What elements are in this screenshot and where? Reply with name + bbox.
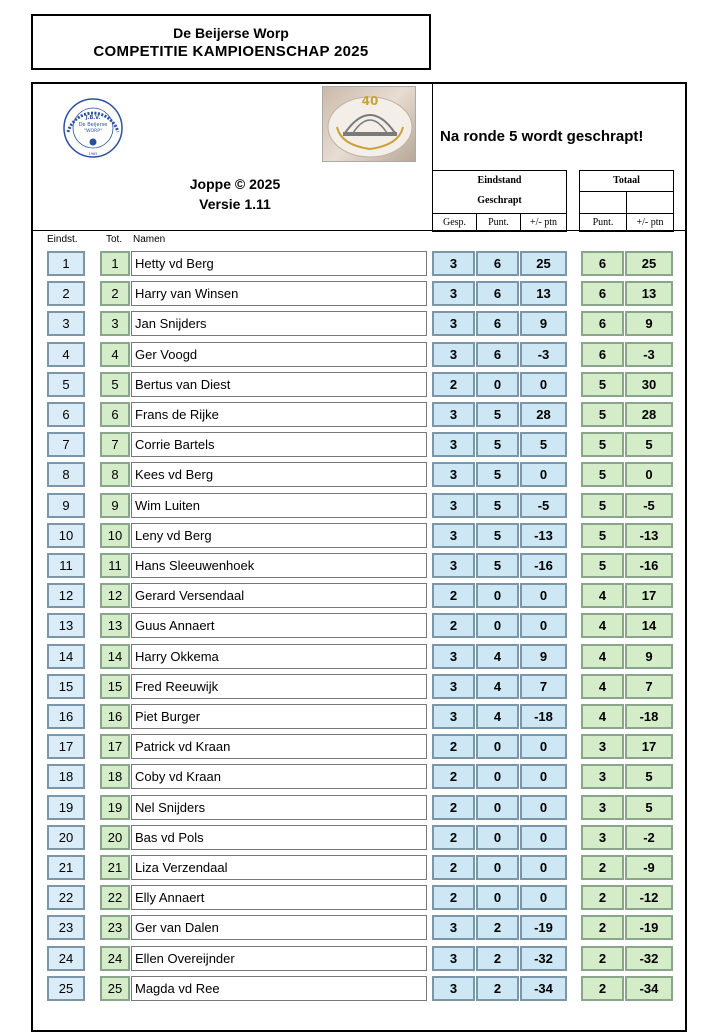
- geschrapt-ptn-cell: 0: [520, 795, 567, 820]
- player-name-cell: Leny vd Berg: [131, 523, 427, 548]
- geschrapt-punt-cell: 5: [476, 432, 519, 457]
- player-name-cell: Ger van Dalen: [131, 915, 427, 940]
- geschrapt-header: [432, 170, 567, 232]
- table-row: [0, 733, 708, 759]
- table-row: [0, 371, 708, 397]
- player-name-cell: Wim Luiten: [131, 493, 427, 518]
- header-ptn: +/- ptn: [529, 217, 558, 228]
- player-name-cell: Magda vd Ree: [131, 976, 427, 1001]
- geschrapt-gesp-cell: 3: [432, 915, 475, 940]
- player-name-cell: Bertus van Diest: [131, 372, 427, 397]
- eindstand-cell: 6: [47, 402, 85, 427]
- totaal-punt-cell: 4: [581, 613, 624, 638]
- totaal-rank-cell: 13: [100, 613, 130, 638]
- totaal-ptn-cell: 25: [625, 251, 673, 276]
- geschrapt-punt-cell: 0: [476, 795, 519, 820]
- geschrapt-punt-cell: 6: [476, 342, 519, 367]
- anniversary-photo: [322, 86, 416, 162]
- eindstand-cell: 19: [47, 795, 85, 820]
- table-row: [0, 914, 708, 940]
- table-row: [0, 975, 708, 1001]
- geschrapt-ptn-cell: -3: [520, 342, 567, 367]
- geschrapt-gesp-cell: 3: [432, 553, 475, 578]
- geschrapt-ptn-cell: -13: [520, 523, 567, 548]
- geschrapt-gesp-cell: 3: [432, 281, 475, 306]
- totaal-ptn-cell: 5: [625, 795, 673, 820]
- totaal-punt-cell: 6: [581, 281, 624, 306]
- svg-text:1985: 1985: [88, 152, 98, 156]
- geschrapt-punt-cell: 0: [476, 764, 519, 789]
- svg-text:40: 40: [361, 94, 379, 108]
- geschrapt-gesp-cell: 2: [432, 613, 475, 638]
- geschrapt-punt-cell: 2: [476, 915, 519, 940]
- geschrapt-label-2: Geschrapt: [477, 195, 522, 206]
- totaal-ptn-cell: -19: [625, 915, 673, 940]
- app-credit: [150, 174, 320, 214]
- geschrapt-gesp-cell: 3: [432, 402, 475, 427]
- player-name-cell: Bas vd Pols: [131, 825, 427, 850]
- geschrapt-gesp-cell: 2: [432, 795, 475, 820]
- geschrapt-ptn-cell: -19: [520, 915, 567, 940]
- geschrapt-ptn-cell: 0: [520, 855, 567, 880]
- geschrapt-gesp-cell: 3: [432, 523, 475, 548]
- geschrapt-gesp-cell: 2: [432, 855, 475, 880]
- competition-title: COMPETITIE KAMPIOENSCHAP 2025: [93, 43, 369, 60]
- player-name-cell: Nel Snijders: [131, 795, 427, 820]
- totaal-rank-cell: 8: [100, 462, 130, 487]
- header-totaal-punt: Punt.: [592, 217, 614, 228]
- totaal-ptn-cell: -5: [625, 493, 673, 518]
- table-row: [0, 763, 708, 789]
- geschrapt-punt-cell: 2: [476, 976, 519, 1001]
- geschrapt-ptn-cell: 13: [520, 281, 567, 306]
- title-box: [31, 14, 431, 70]
- table-row: [0, 250, 708, 276]
- player-name-cell: Fred Reeuwijk: [131, 674, 427, 699]
- player-name-cell: Ellen Overeijnder: [131, 946, 427, 971]
- table-row: [0, 582, 708, 608]
- table-row: [0, 945, 708, 971]
- totaal-punt-cell: 5: [581, 462, 624, 487]
- eindstand-cell: 14: [47, 644, 85, 669]
- totaal-ptn-cell: 5: [625, 432, 673, 457]
- totaal-header: [579, 170, 674, 232]
- eindstand-cell: 3: [47, 311, 85, 336]
- player-name-cell: Hans Sleeuwenhoek: [131, 553, 427, 578]
- header-punt: Punt.: [488, 217, 509, 228]
- eindstand-cell: 24: [47, 946, 85, 971]
- geschrapt-punt-cell: 0: [476, 613, 519, 638]
- totaal-punt-cell: 2: [581, 976, 624, 1001]
- eindstand-cell: 11: [47, 553, 85, 578]
- totaal-rank-cell: 23: [100, 915, 130, 940]
- totaal-ptn-cell: -32: [625, 946, 673, 971]
- geschrapt-gesp-cell: 2: [432, 825, 475, 850]
- geschrapt-ptn-cell: 0: [520, 613, 567, 638]
- svg-text:J.B.V.: J.B.V.: [85, 115, 101, 121]
- geschrapt-ptn-cell: 28: [520, 402, 567, 427]
- totaal-punt-cell: 4: [581, 583, 624, 608]
- totaal-ptn-cell: 0: [625, 462, 673, 487]
- eindstand-cell: 16: [47, 704, 85, 729]
- table-row: [0, 884, 708, 910]
- eindstand-cell: 18: [47, 764, 85, 789]
- eindstand-cell: 10: [47, 523, 85, 548]
- geschrapt-punt-cell: 6: [476, 281, 519, 306]
- player-name-cell: Ger Voogd: [131, 342, 427, 367]
- table-row: [0, 612, 708, 638]
- anniversary-logo-icon: [323, 87, 416, 162]
- table-row: [0, 280, 708, 306]
- totaal-rank-cell: 18: [100, 764, 130, 789]
- totaal-ptn-cell: 30: [625, 372, 673, 397]
- table-row: [0, 703, 708, 729]
- geschrapt-punt-cell: 0: [476, 885, 519, 910]
- totaal-punt-cell: 5: [581, 553, 624, 578]
- eindstand-cell: 12: [47, 583, 85, 608]
- totaal-rank-cell: 5: [100, 372, 130, 397]
- eindstand-cell: 20: [47, 825, 85, 850]
- svg-text:De Beijerse: De Beijerse: [78, 122, 108, 128]
- totaal-punt-cell: 2: [581, 855, 624, 880]
- totaal-punt-cell: 3: [581, 764, 624, 789]
- table-row: [0, 794, 708, 820]
- totaal-rank-cell: 9: [100, 493, 130, 518]
- totaal-punt-cell: 4: [581, 674, 624, 699]
- totaal-punt-cell: 5: [581, 493, 624, 518]
- geschrapt-ptn-cell: 0: [520, 885, 567, 910]
- geschrapt-gesp-cell: 2: [432, 764, 475, 789]
- geschrapt-gesp-cell: 3: [432, 493, 475, 518]
- totaal-punt-cell: 4: [581, 644, 624, 669]
- totaal-rank-cell: 1: [100, 251, 130, 276]
- totaal-punt-cell: 6: [581, 251, 624, 276]
- geschrapt-punt-cell: 5: [476, 553, 519, 578]
- geschrapt-punt-cell: 0: [476, 825, 519, 850]
- totaal-rank-cell: 24: [100, 946, 130, 971]
- totaal-rank-cell: 4: [100, 342, 130, 367]
- table-row: [0, 854, 708, 880]
- geschrapt-ptn-cell: 0: [520, 825, 567, 850]
- geschrapt-punt-cell: 2: [476, 946, 519, 971]
- geschrapt-label-1: Eindstand: [477, 175, 522, 186]
- table-row: [0, 824, 708, 850]
- table-row: [0, 461, 708, 487]
- header-totaal-ptn: +/- ptn: [636, 217, 664, 228]
- column-eindst: Eindst.: [47, 234, 78, 245]
- geschrapt-ptn-cell: 25: [520, 251, 567, 276]
- geschrapt-gesp-cell: 3: [432, 976, 475, 1001]
- totaal-punt-cell: 5: [581, 402, 624, 427]
- totaal-label: Totaal: [613, 175, 640, 186]
- geschrapt-ptn-cell: -5: [520, 493, 567, 518]
- geschrapt-gesp-cell: 2: [432, 583, 475, 608]
- notice-text: Na ronde 5 wordt geschrapt!: [440, 128, 644, 145]
- geschrapt-punt-cell: 6: [476, 251, 519, 276]
- totaal-punt-cell: 2: [581, 946, 624, 971]
- totaal-rank-cell: 15: [100, 674, 130, 699]
- column-tot: Tot.: [106, 234, 123, 245]
- player-name-cell: Kees vd Berg: [131, 462, 427, 487]
- geschrapt-gesp-cell: 3: [432, 704, 475, 729]
- totaal-ptn-cell: 17: [625, 734, 673, 759]
- geschrapt-punt-cell: 6: [476, 311, 519, 336]
- player-name-cell: Hetty vd Berg: [131, 251, 427, 276]
- club-title: De Beijerse Worp: [173, 25, 289, 41]
- geschrapt-punt-cell: 5: [476, 523, 519, 548]
- totaal-rank-cell: 14: [100, 644, 130, 669]
- header-gesp: Gesp.: [442, 217, 467, 228]
- geschrapt-gesp-cell: 3: [432, 644, 475, 669]
- geschrapt-gesp-cell: 2: [432, 372, 475, 397]
- geschrapt-punt-cell: 0: [476, 583, 519, 608]
- geschrapt-punt-cell: 5: [476, 462, 519, 487]
- geschrapt-ptn-cell: 0: [520, 764, 567, 789]
- geschrapt-ptn-cell: 0: [520, 734, 567, 759]
- totaal-punt-cell: 6: [581, 342, 624, 367]
- geschrapt-ptn-cell: 0: [520, 462, 567, 487]
- geschrapt-ptn-cell: -16: [520, 553, 567, 578]
- app-name: Joppe © 2025: [189, 176, 281, 192]
- table-row: [0, 431, 708, 457]
- geschrapt-ptn-cell: 7: [520, 674, 567, 699]
- geschrapt-punt-cell: 0: [476, 855, 519, 880]
- totaal-rank-cell: 25: [100, 976, 130, 1001]
- player-name-cell: Gerard Versendaal: [131, 583, 427, 608]
- column-namen: Namen: [133, 234, 166, 245]
- player-name-cell: Jan Snijders: [131, 311, 427, 336]
- totaal-ptn-cell: -9: [625, 855, 673, 880]
- geschrapt-punt-cell: 5: [476, 402, 519, 427]
- geschrapt-ptn-cell: -32: [520, 946, 567, 971]
- player-name-cell: Guus Annaert: [131, 613, 427, 638]
- app-version: Versie 1.11: [199, 196, 271, 212]
- totaal-rank-cell: 21: [100, 855, 130, 880]
- player-name-cell: Elly Annaert: [131, 885, 427, 910]
- totaal-ptn-cell: -18: [625, 704, 673, 729]
- geschrapt-gesp-cell: 3: [432, 251, 475, 276]
- eindstand-cell: 21: [47, 855, 85, 880]
- eindstand-cell: 8: [47, 462, 85, 487]
- player-name-cell: Harry van Winsen: [131, 281, 427, 306]
- totaal-ptn-cell: -12: [625, 885, 673, 910]
- eindstand-cell: 23: [47, 915, 85, 940]
- totaal-punt-cell: 5: [581, 432, 624, 457]
- table-row: [0, 643, 708, 669]
- totaal-ptn-cell: -34: [625, 976, 673, 1001]
- geschrapt-ptn-cell: -34: [520, 976, 567, 1001]
- geschrapt-gesp-cell: 3: [432, 311, 475, 336]
- totaal-punt-cell: 2: [581, 915, 624, 940]
- totaal-rank-cell: 3: [100, 311, 130, 336]
- geschrapt-gesp-cell: 3: [432, 462, 475, 487]
- svg-text:"WORP": "WORP": [84, 129, 102, 134]
- totaal-ptn-cell: 5: [625, 764, 673, 789]
- geschrapt-gesp-cell: 3: [432, 342, 475, 367]
- eindstand-cell: 1: [47, 251, 85, 276]
- player-name-cell: Frans de Rijke: [131, 402, 427, 427]
- table-row: [0, 310, 708, 336]
- geschrapt-ptn-cell: 9: [520, 644, 567, 669]
- player-name-cell: Coby vd Kraan: [131, 764, 427, 789]
- totaal-rank-cell: 12: [100, 583, 130, 608]
- totaal-rank-cell: 7: [100, 432, 130, 457]
- table-row: [0, 522, 708, 548]
- totaal-rank-cell: 22: [100, 885, 130, 910]
- table-row: [0, 401, 708, 427]
- eindstand-cell: 5: [47, 372, 85, 397]
- player-name-cell: Harry Okkema: [131, 644, 427, 669]
- totaal-rank-cell: 17: [100, 734, 130, 759]
- geschrapt-punt-cell: 4: [476, 704, 519, 729]
- eindstand-cell: 13: [47, 613, 85, 638]
- totaal-ptn-cell: -3: [625, 342, 673, 367]
- totaal-ptn-cell: -16: [625, 553, 673, 578]
- totaal-rank-cell: 16: [100, 704, 130, 729]
- eindstand-cell: 4: [47, 342, 85, 367]
- table-row: [0, 552, 708, 578]
- totaal-punt-cell: 5: [581, 372, 624, 397]
- player-name-cell: Piet Burger: [131, 704, 427, 729]
- eindstand-cell: 9: [47, 493, 85, 518]
- totaal-rank-cell: 19: [100, 795, 130, 820]
- geschrapt-ptn-cell: 0: [520, 583, 567, 608]
- eindstand-cell: 7: [47, 432, 85, 457]
- geschrapt-ptn-cell: 9: [520, 311, 567, 336]
- totaal-ptn-cell: 13: [625, 281, 673, 306]
- eindstand-cell: 15: [47, 674, 85, 699]
- geschrapt-gesp-cell: 3: [432, 432, 475, 457]
- table-row: [0, 492, 708, 518]
- eindstand-cell: 25: [47, 976, 85, 1001]
- totaal-ptn-cell: 9: [625, 644, 673, 669]
- geschrapt-punt-cell: 5: [476, 493, 519, 518]
- totaal-rank-cell: 2: [100, 281, 130, 306]
- geschrapt-punt-cell: 4: [476, 674, 519, 699]
- totaal-ptn-cell: -2: [625, 825, 673, 850]
- totaal-ptn-cell: 14: [625, 613, 673, 638]
- totaal-rank-cell: 10: [100, 523, 130, 548]
- totaal-punt-cell: 3: [581, 795, 624, 820]
- club-logo-icon: [58, 96, 128, 160]
- geschrapt-ptn-cell: -18: [520, 704, 567, 729]
- geschrapt-gesp-cell: 3: [432, 674, 475, 699]
- table-row: [0, 673, 708, 699]
- totaal-ptn-cell: 7: [625, 674, 673, 699]
- totaal-ptn-cell: 9: [625, 311, 673, 336]
- eindstand-cell: 22: [47, 885, 85, 910]
- geschrapt-punt-cell: 0: [476, 372, 519, 397]
- totaal-rank-cell: 6: [100, 402, 130, 427]
- totaal-ptn-cell: -13: [625, 523, 673, 548]
- player-name-cell: Liza Verzendaal: [131, 855, 427, 880]
- totaal-ptn-cell: 28: [625, 402, 673, 427]
- table-row: [0, 341, 708, 367]
- totaal-ptn-cell: 17: [625, 583, 673, 608]
- totaal-punt-cell: 3: [581, 825, 624, 850]
- geschrapt-ptn-cell: 5: [520, 432, 567, 457]
- totaal-punt-cell: 2: [581, 885, 624, 910]
- eindstand-cell: 17: [47, 734, 85, 759]
- eindstand-cell: 2: [47, 281, 85, 306]
- totaal-punt-cell: 3: [581, 734, 624, 759]
- totaal-rank-cell: 11: [100, 553, 130, 578]
- geschrapt-gesp-cell: 3: [432, 946, 475, 971]
- totaal-punt-cell: 4: [581, 704, 624, 729]
- geschrapt-gesp-cell: 2: [432, 734, 475, 759]
- geschrapt-ptn-cell: 0: [520, 372, 567, 397]
- player-name-cell: Corrie Bartels: [131, 432, 427, 457]
- totaal-rank-cell: 20: [100, 825, 130, 850]
- geschrapt-punt-cell: 0: [476, 734, 519, 759]
- totaal-punt-cell: 5: [581, 523, 624, 548]
- totaal-punt-cell: 6: [581, 311, 624, 336]
- geschrapt-gesp-cell: 2: [432, 885, 475, 910]
- geschrapt-punt-cell: 4: [476, 644, 519, 669]
- player-name-cell: Patrick vd Kraan: [131, 734, 427, 759]
